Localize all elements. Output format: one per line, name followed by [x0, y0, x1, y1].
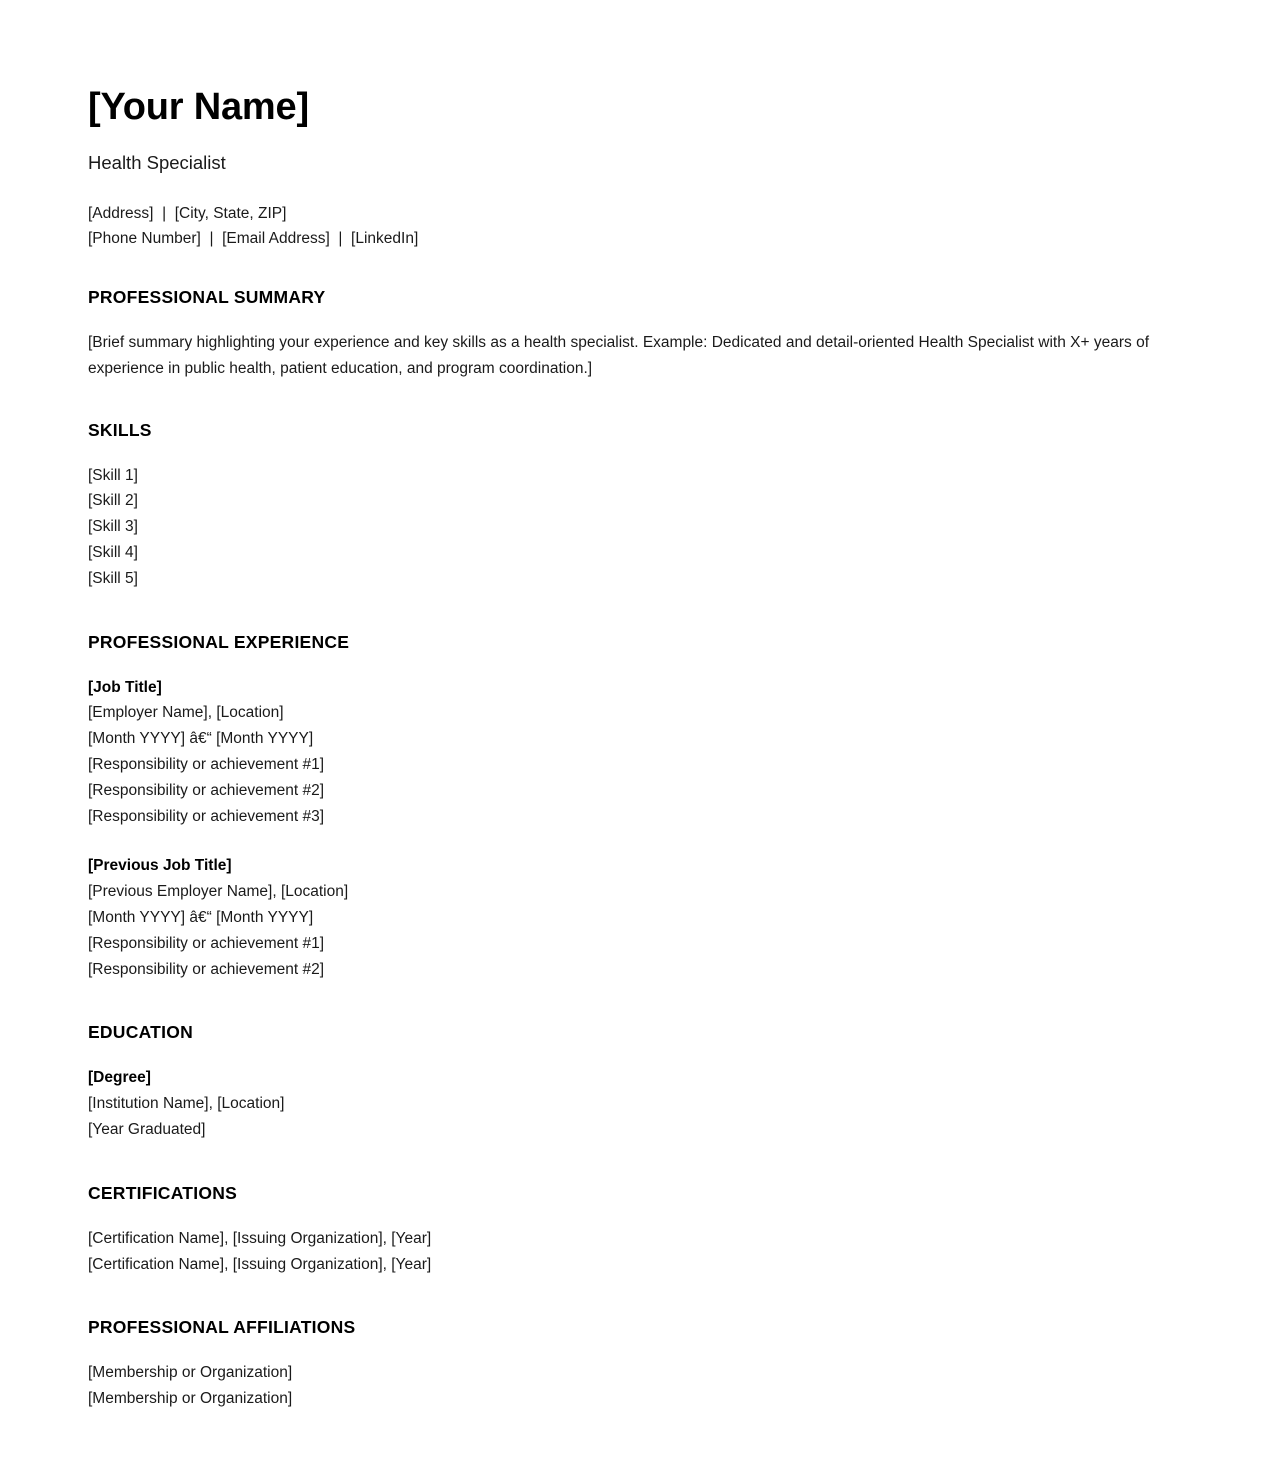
job-bullet: [Responsibility or achievement #2]: [88, 960, 325, 978]
section-professional-affiliations: [88, 1317, 1175, 1412]
list-item: [Certification Name], [Issuing Organization], [Year]: [88, 1255, 432, 1273]
experience-entry: [88, 853, 1175, 982]
candidate-name: [Your Name]: [88, 86, 309, 128]
list-item: [Membership or Organization]: [88, 1390, 293, 1408]
resume-document: [88, 86, 1175, 1412]
list-item: [Membership or Organization]: [88, 1364, 293, 1382]
list-item: [Certification Name], [Issuing Organization], [Year]: [88, 1229, 432, 1247]
job-employer: [Previous Employer Name], [Location]: [88, 883, 349, 901]
job-dates: [Month YYYY] â€“ [Month YYYY]: [88, 908, 314, 926]
candidate-role: Health Specialist: [88, 151, 226, 173]
section-heading-skills: SKILLS: [88, 419, 152, 440]
job-dates: [Month YYYY] â€“ [Month YYYY]: [88, 730, 314, 748]
section-heading-affiliations: PROFESSIONAL AFFILIATIONS: [88, 1317, 356, 1338]
list-item: [Skill 4]: [88, 543, 138, 561]
section-heading-education: EDUCATION: [88, 1022, 193, 1043]
section-professional-summary: [88, 287, 1175, 382]
job-title: [Job Title]: [88, 678, 162, 696]
list-item: [Skill 5]: [88, 569, 138, 587]
job-bullet: [Responsibility or achievement #3]: [88, 807, 325, 825]
section-heading-summary: PROFESSIONAL SUMMARY: [88, 286, 326, 307]
job-employer: [Employer Name], [Location]: [88, 704, 284, 722]
graduation-year: [Year Graduated]: [88, 1120, 206, 1138]
section-skills: [88, 420, 1175, 592]
summary-text: [Brief summary highlighting your experience and key skills as a health specialist. Example: Dedicated and detail-oriented Health Specialist with X+ years of experience in public health, patient education, and program coordination.]: [88, 333, 1150, 377]
job-bullet: [Responsibility or achievement #1]: [88, 934, 325, 952]
certifications-list: [88, 1226, 1175, 1278]
job-bullet: [Responsibility or achievement #2]: [88, 781, 325, 799]
contact-line-phone-email: [Phone Number] | [Email Address] | [LinkedIn]: [88, 229, 419, 247]
contact-line-address: [Address] | [City, State, ZIP]: [88, 204, 287, 222]
section-professional-experience: [88, 632, 1175, 983]
affiliations-list: [88, 1360, 1175, 1412]
degree-title: [Degree]: [88, 1069, 151, 1087]
education-entry: [88, 1065, 1175, 1142]
resume-header: [88, 86, 1175, 251]
section-heading-certifications: CERTIFICATIONS: [88, 1182, 238, 1203]
institution-name: [Institution Name], [Location]: [88, 1095, 285, 1113]
job-title: [Previous Job Title]: [88, 857, 232, 875]
skills-list: [88, 463, 1175, 592]
list-item: [Skill 1]: [88, 466, 138, 484]
section-certifications: [88, 1183, 1175, 1278]
section-heading-experience: PROFESSIONAL EXPERIENCE: [88, 631, 350, 652]
list-item: [Skill 3]: [88, 518, 138, 536]
list-item: [Skill 2]: [88, 492, 138, 510]
section-education: [88, 1022, 1175, 1142]
job-bullet: [Responsibility or achievement #1]: [88, 755, 325, 773]
experience-entry: [88, 675, 1175, 830]
